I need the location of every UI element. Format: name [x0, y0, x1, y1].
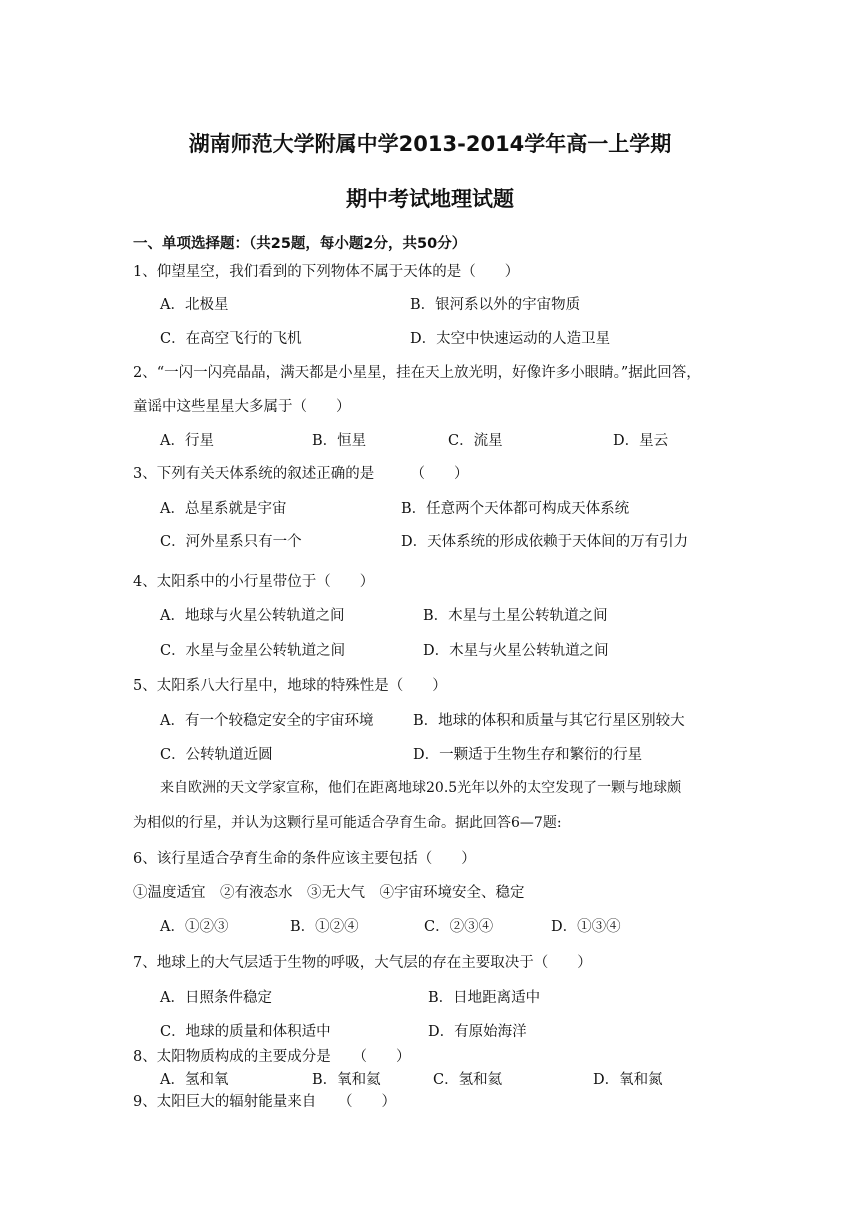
question-5-stem: 5、太阳系八大行星中，地球的特殊性是（ ）: [133, 678, 447, 694]
question-7-option-d: D．有原始海洋: [428, 1024, 527, 1040]
question-6-option-a: A．①②③: [160, 919, 229, 935]
passage-line-1: 来自欧洲的天文学家宣称，他们在距离地球20.5光年以外的太空发现了一颗与地球颇: [160, 780, 682, 796]
question-7-option-a: A．日照条件稳定: [160, 990, 272, 1006]
question-3-option-b: B．任意两个天体都可构成天体系统: [401, 501, 630, 517]
question-1-option-d: D．太空中快速运动的人造卫星: [410, 331, 611, 347]
question-5-option-b: B．地球的体积和质量与其它行星区别较大: [413, 713, 685, 729]
question-3-option-a: A．总星系就是宇宙: [160, 501, 287, 517]
section-heading: 一、单项选择题：（共25题，每小题2分，共50分）: [133, 236, 467, 252]
question-3-option-c: C．河外星系只有一个: [160, 534, 302, 550]
question-3-stem: 3、下列有关天体系统的叙述正确的是 （ ）: [133, 466, 469, 482]
question-4-option-a: A．地球与火星公转轨道之间: [160, 608, 345, 624]
question-5-option-c: C．公转轨道近圆: [160, 747, 273, 763]
passage-line-2: 为相似的行星，并认为这颗行星可能适合孕育生命。据此回答6—7题:: [133, 815, 562, 831]
question-4-option-c: C．水星与金星公转轨道之间: [160, 643, 346, 659]
question-7-stem: 7、地球上的大气层适于生物的呼吸，大气层的存在主要取决于（ ）: [133, 955, 592, 971]
question-1-option-b: B．银河系以外的宇宙物质: [410, 297, 581, 313]
question-1-option-a: A．北极星: [160, 297, 229, 313]
question-4-option-b: B．木星与土星公转轨道之间: [423, 608, 608, 624]
question-3-option-d: D．天体系统的形成依赖于天体间的万有引力: [401, 534, 689, 550]
question-6-option-d: D．①③④: [551, 919, 621, 935]
question-4-option-d: D．木星与火星公转轨道之间: [423, 643, 609, 659]
question-2-option-b: B．恒星: [312, 433, 367, 449]
question-9-stem: 9、太阳巨大的辐射能量来自 （ ）: [133, 1094, 396, 1110]
question-7-option-c: C．地球的质量和体积适中: [160, 1024, 331, 1040]
page-title-line-1: 湖南师范大学附属中学2013-2014学年高一上学期: [188, 132, 672, 156]
question-8-stem: 8、太阳物质构成的主要成分是 （ ）: [133, 1049, 411, 1065]
question-2-option-d: D．星云: [613, 433, 669, 449]
question-1-stem: 1、仰望星空，我们看到的下列物体不属于天体的是（ ）: [133, 264, 520, 280]
question-6-option-b: B．①②④: [290, 919, 359, 935]
question-2-option-a: A．行星: [160, 433, 214, 449]
question-6-stem: 6、该行星适合孕育生命的条件应该主要包括（ ）: [133, 851, 476, 867]
question-5-option-d: D．一颗适于生物生存和繁衍的行星: [413, 747, 643, 763]
question-5-option-a: A．有一个较稳定安全的宇宙环境: [160, 713, 374, 729]
question-8-option-a: A．氢和氧: [160, 1072, 229, 1088]
question-2-stem-line-1: 2、“一闪一闪亮晶晶，满天都是小星星，挂在天上放光明，好像许多小眼睛。”据此回答，: [133, 365, 701, 381]
question-6-option-c: C．②③④: [424, 919, 494, 935]
question-4-stem: 4、太阳系中的小行星带位于（ ）: [133, 574, 375, 590]
question-7-option-b: B．日地距离适中: [428, 990, 541, 1006]
question-8-option-b: B．氧和氦: [312, 1072, 381, 1088]
question-6-conditions: ①温度适宜 ②有液态水 ③无大气 ④宇宙环境安全、稳定: [133, 885, 525, 901]
question-1-option-c: C．在高空飞行的飞机: [160, 331, 302, 347]
question-2-option-c: C．流星: [448, 433, 503, 449]
page-title-line-2: 期中考试地理试题: [346, 187, 514, 211]
question-2-stem-line-2: 童谣中这些星星大多属于（ ）: [133, 399, 351, 415]
question-8-option-d: D．氧和氮: [593, 1072, 663, 1088]
question-8-option-c: C．氢和氦: [433, 1072, 503, 1088]
